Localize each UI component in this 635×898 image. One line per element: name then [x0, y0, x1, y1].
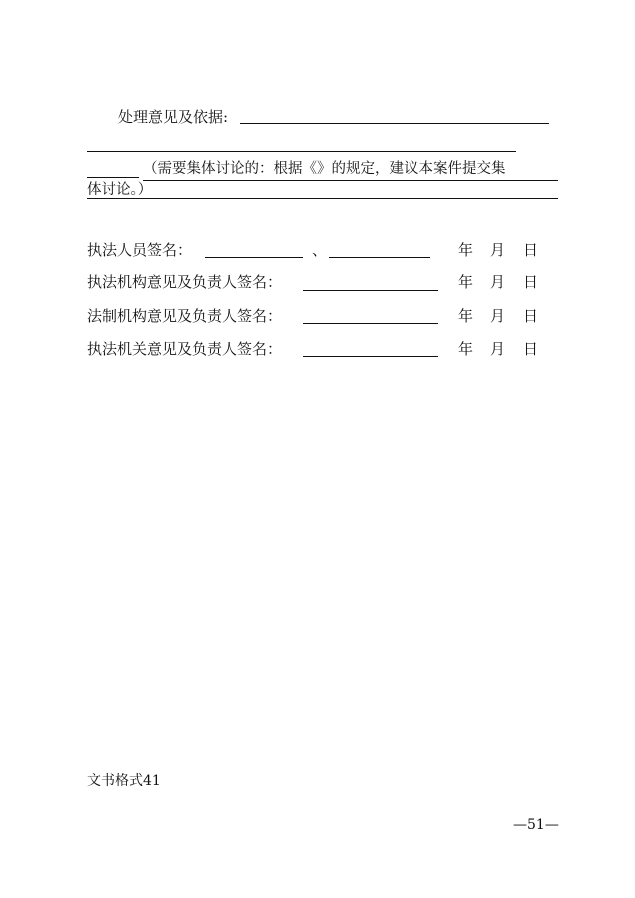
page-number: —51— — [513, 817, 559, 833]
signature-line-officer-2[interactable] — [329, 257, 430, 258]
signature-label-authority: 执法机关意见及负责人签名： — [87, 340, 283, 358]
opinion-fill-line-1[interactable] — [240, 123, 549, 124]
discussion-line2-rule[interactable] — [87, 198, 558, 199]
opinion-label: 处理意见及依据: — [118, 108, 229, 126]
signature-row-enforcement-agency — [87, 271, 282, 293]
date-month-3: 月 — [490, 307, 506, 325]
discussion-lead-line[interactable] — [87, 177, 139, 178]
date-day-4: 日 — [523, 340, 539, 358]
signature-label-legal-agency: 法制机构意见及负责人签名： — [87, 307, 283, 325]
signature-line-enforcement-agency[interactable] — [303, 290, 438, 291]
signature-line-officer-1[interactable] — [205, 257, 303, 258]
date-day-1: 日 — [523, 241, 539, 259]
signature-row-legal-agency — [87, 305, 282, 327]
signature-row-officers — [87, 239, 192, 261]
date-day-2: 日 — [523, 273, 539, 291]
signature-line-legal-agency[interactable] — [303, 323, 438, 324]
date-day-3: 日 — [523, 307, 539, 325]
date-month-1: 月 — [490, 241, 506, 259]
signature-row-authority — [87, 338, 282, 360]
date-year-1: 年 — [458, 241, 474, 259]
discussion-note-line1: （需要集体讨论的：根据《》的规定，建议本案件提交集 — [143, 158, 558, 181]
date-month-4: 月 — [490, 340, 506, 358]
document-format-label: 文书格式41 — [87, 773, 161, 789]
signature-separator: 、 — [312, 241, 328, 259]
date-month-2: 月 — [490, 273, 506, 291]
signature-label-officers: 执法人员签名： — [87, 241, 193, 259]
opinion-fill-line-2[interactable] — [87, 151, 516, 152]
signature-label-enforcement-agency: 执法机构意见及负责人签名： — [87, 273, 283, 291]
date-year-3: 年 — [458, 307, 474, 325]
signature-line-authority[interactable] — [303, 356, 438, 357]
date-year-4: 年 — [458, 340, 474, 358]
discussion-note-line2: 体讨论。） — [87, 182, 153, 198]
date-year-2: 年 — [458, 273, 474, 291]
